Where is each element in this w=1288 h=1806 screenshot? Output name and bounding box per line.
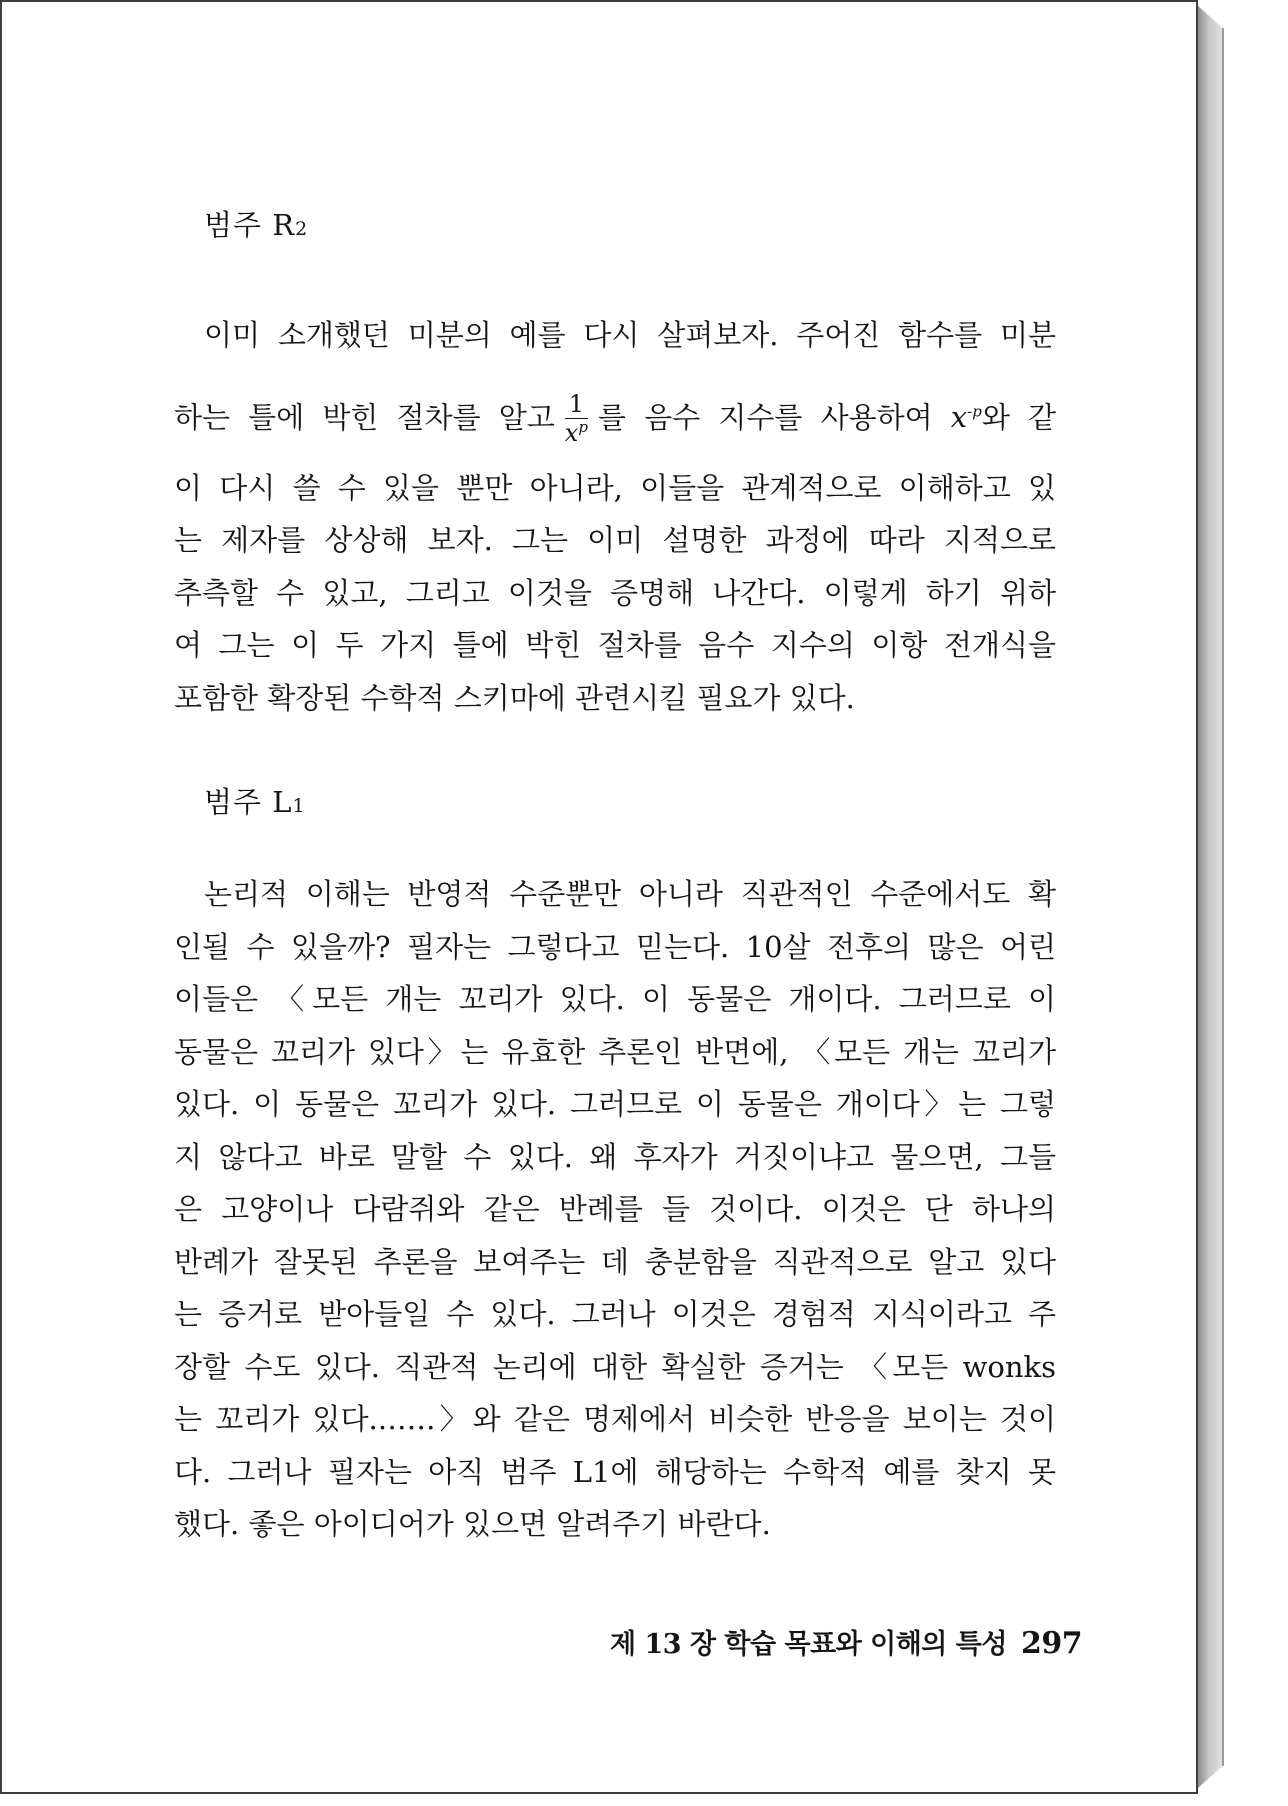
text-line: 은 고양이나 다람쥐와 같은 반례를 들 것이다. 이것은 단 하나의 <box>174 1192 1056 1226</box>
text-line: 장할 수도 있다. 직관적 논리에 대한 확실한 증거는 〈모든 wonks <box>174 1349 1056 1384</box>
x-exponent: -p <box>967 402 982 421</box>
page-number: 297 <box>1020 1626 1083 1661</box>
math-line-text-after: 와 같 <box>981 400 1057 435</box>
text-line: 포함한 확장된 수학적 스키마에 관련시킬 필요가 있다. <box>174 680 855 715</box>
text-line: 했다. 좋은 아이디어가 있으면 알려주기 바란다. <box>174 1507 771 1541</box>
heading-word: 범주 <box>204 208 263 242</box>
text-line: 는 제자를 상상해 보자. 그는 이미 설명한 과정에 따라 지적으로 <box>174 523 1056 557</box>
fraction-numerator: 1 <box>565 391 588 420</box>
page-edge-shadow <box>1198 6 1222 1788</box>
text-line: 논리적 이해는 반영적 수준뿐만 아니라 직관적인 수준에서도 확 <box>204 877 1056 911</box>
text-line: 는 증거로 받아들일 수 있다. 그러나 이것은 경험적 지식이라고 주 <box>174 1297 1056 1331</box>
heading-word: 범주 <box>204 785 263 819</box>
text-line: 추측할 수 있고, 그리고 이것을 증명해 나간다. 이렇게 하기 위하 <box>174 575 1056 610</box>
fraction-denominator-exponent: p <box>578 418 588 437</box>
section-heading-r2 <box>204 203 308 244</box>
text-line: 반례가 잘못된 추론을 보여주는 데 충분함을 직관적으로 알고 있다 <box>174 1244 1056 1279</box>
section-heading-l1 <box>204 780 306 821</box>
heading-subscript: 2 <box>295 218 309 240</box>
text-line: 인될 수 있을까? 필자는 그렇다고 믿는다. 10살 전후의 많은 어린 <box>174 929 1057 964</box>
heading-subscript: 1 <box>292 795 306 817</box>
chapter-title: 제 13 장 학습 목표와 이해의 특성 <box>610 1629 1007 1660</box>
paragraph-l1 <box>174 868 1056 1551</box>
text-line: 지 않다고 바로 말할 수 있다. 왜 후자가 거짓이냐고 물으면, 그들 <box>174 1139 1056 1174</box>
math-line-text-middle: 를 음수 지수를 사용하여 <box>598 400 933 435</box>
fraction-denominator-base: x <box>564 419 579 448</box>
x-power-neg-p <box>951 400 982 434</box>
text-line: 여 그는 이 두 가지 틀에 박힌 절차를 음수 지수의 이항 전개식을 <box>174 628 1056 662</box>
text-line: 는 꼬리가 있다.……〉와 같은 명제에서 비슷한 반응을 보이는 것이 <box>174 1402 1056 1436</box>
fraction-one-over-x-p <box>565 391 588 448</box>
paragraph-r2 <box>174 309 1056 724</box>
text-line: 이 다시 쓸 수 있을 뿐만 아니라, 이들을 관계적으로 이해하고 있 <box>174 470 1056 505</box>
text-line: 동물은 꼬리가 있다〉는 유효한 추론인 반면에, 〈모든 개는 꼬리가 <box>174 1034 1056 1069</box>
text-line: 있다. 이 동물은 꼬리가 있다. 그러므로 이 동물은 개이다〉는 그렇 <box>174 1087 1056 1121</box>
x-base: x <box>950 400 968 435</box>
fraction-denominator <box>565 419 588 448</box>
math-line <box>174 362 1056 462</box>
page-edge-line <box>1222 28 1224 1766</box>
page-footer <box>610 1622 1082 1661</box>
text-line: 다. 그러나 필자는 아직 범주 L1에 해당하는 수학적 예를 찾지 못 <box>174 1454 1056 1489</box>
heading-letter: L <box>272 785 293 819</box>
math-line-text-before: 하는 틀에 박힌 절차를 알고 <box>174 400 555 435</box>
text-line: 이미 소개했던 미분의 예를 다시 살펴보자. 주어진 함수를 미분 <box>204 318 1056 352</box>
heading-letter: R <box>272 208 296 242</box>
text-line: 이들은 〈모든 개는 꼬리가 있다. 이 동물은 개이다. 그러므로 이 <box>174 982 1056 1016</box>
